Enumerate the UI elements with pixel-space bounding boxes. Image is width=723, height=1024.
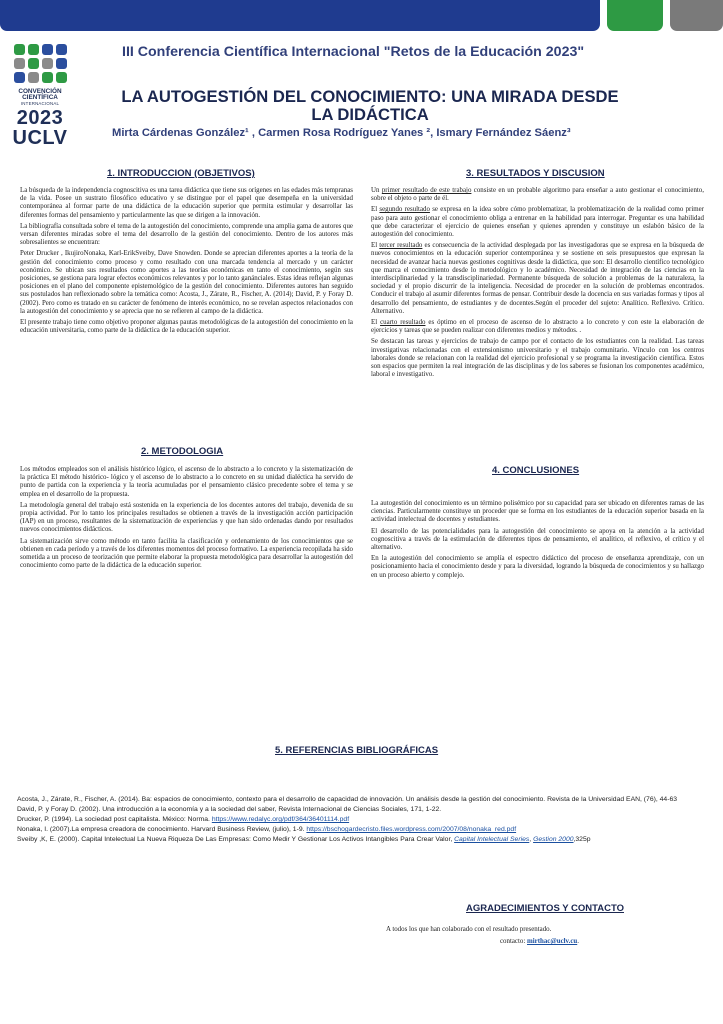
reference-item <box>17 815 707 825</box>
paragraph <box>371 206 704 239</box>
text: Nonaka, I. (2007).La empresa creadora de conocimiento. Harvard Business Review, (julio), 1-9. <box>17 826 307 833</box>
reference-item <box>17 835 707 845</box>
text: ,325p <box>573 836 591 843</box>
text: Sveiby ,K, E. (2000). Capital Intelectual La Nueva Riqueza De Las Empresas: Como Medir Y Gestionar Los Activos Intangibles Para Crear Valor, <box>17 836 455 843</box>
paragraph: La búsqueda de la independencia cognoscitiva es una tarea didáctica que tiene sus orígenes en las edades más tempranas de la vida. Posee un sustrato filosófico educativo y se distingue por el papel que desempeña en la universidad contemporánea al formar parte de una didáctica de la educación superior que permita estimular y desarrollar las diferentes formas del pensamiento y particularmente las que se dirigen a la innovación. <box>20 187 353 219</box>
section-2-heading: 2. METODOLOGIA <box>141 446 224 457</box>
paragraph: Peter Drucker , IkujiroNonaka, Karl-ErikSveiby, Dave Snowden. Donde se aprecian diferentes aportes a la teoría de la gestión del conocimiento como proceso y como resultado con una marcada tendencia al mercado y un carácter económico. Se ubican sus resultados como aportes a las teorías económicas en tanto el conocimiento, según sus posiciones, se gestiona para lograr efectos económicos relevantes y por lo tanto ganánciales. Estas ideas reflejan algunas posiciones en el plano del componente epistemológico de la gestión del conocimiento. Diferentes autores han seguido sus postulados han reflexionado sobre la temática como: Acosta, J., Zárate, R., Fischer, A. (2014); David, P. y Foray D. (2002). Pero como es tratado en su carácter de fenómeno de interés económico, no se revelan aspectos relacionados con la autogestión del conocimiento y se aprecia que no se refieren al campo de la didáctica. <box>20 250 353 315</box>
logo-year: 2023 <box>16 107 64 130</box>
paragraph: La sistematización sirve como método en tanto facilita la clasificación y ordenamiento de los conocimientos que se obtienen en cada período y a través de los diferentes momentos del proceso formativo. La experiencia recopilada ha sido sometida a un proceso de teorización que permite elaborar la propuesta metodológica para desarrollar la autogestión del conocimiento como parte de la didáctica de la educación superior. <box>20 537 353 570</box>
references-list <box>17 795 707 845</box>
contact-label: contacto: <box>500 938 527 945</box>
second-result-label: segundo resultado <box>379 206 430 214</box>
section-2-body <box>20 466 353 573</box>
convention-logo <box>12 44 68 148</box>
paragraph: En la autogestión del conocimiento se amplía el espectro didáctico del proceso de enseñanza aprendizaje, con un posicionamiento hacia el conocimiento desde y para la diversidad, logrando la búsqueda de conocimientos y su hallazgo en un proceso abierto y complejo. <box>371 555 704 579</box>
contact-line <box>500 936 710 947</box>
poster-title <box>105 88 635 124</box>
paragraph: Se destacan las tareas y ejercicios de trabajo de campo por el contacto de los estudiantes con la realidad. Las tareas investigativas relacionadas con el extensionismo universitario y el trabajo comunitario. Vínculo con los centros laborales donde se relacionan con la realidad del ejercicio profesional y se programa la investigación científica. Estos son espacios que permiten la real integración de las disciplinas y de los saberes se fusionan los componentes académico, laboral e investigativo. <box>371 338 704 379</box>
redalyc-link[interactable]: https://www.redalyc.org/pdf/364/36401114.pdf <box>211 816 350 823</box>
paragraph: La bibliografía consultada sobre el tema de la autogestión del conocimiento, comprende una amplia gama de autores que versan diferentes miradas sobre el tema del desarrollo de la gestión del conocimiento. Dentro de los autores más sobresalientes se encuentran: <box>20 222 353 247</box>
authors: Mirta Cárdenas González¹ , Carmen Rosa Rodríguez Yanes ², Ismary Fernández Sáenz³ <box>112 127 571 139</box>
conference-name: III Conferencia Científica Internacional "Retos de la Educación 2023" <box>122 44 585 60</box>
top-color-tabs <box>0 0 723 34</box>
paragraph <box>371 242 704 316</box>
acknowledgements-line: A todos los que han colaborado con el resultado presentado. <box>386 926 552 933</box>
section-5-heading: 5. REFERENCIAS BIBLIOGRÁFICAS <box>275 745 439 756</box>
third-result-label: tercer resultado <box>379 242 423 250</box>
title-line1: LA AUTOGESTIÓN DEL CONOCIMIENTO: UNA MIRADA DESDE <box>121 87 619 106</box>
paragraph: Los métodos empleados son el análisis histórico lógico, el ascenso de lo abstracto a lo concreto y la sistematización de la práctica El método histórico- lógico y el ascenso de lo abstracto a lo concreto en su unidad dialéctica ha servido de punto de partida con la experiencia y la teoría acumuladas por el pensamiento clásico precedente sobre el tema y se emplea en el desarrollo de la propuesta. <box>20 466 353 498</box>
green-tab <box>607 0 663 31</box>
text: El <box>371 319 381 327</box>
text: Un <box>371 187 382 194</box>
paragraph: La metodología general del trabajo está sostenida en la experiencia de los docentes autores del trabajo, devenida de su propia actividad. Por lo tanto los principales resultados se obtienen a través de la investigación acción participación (IAP) en un proceso, resultantes de la sistematización de experiencias y que han sido ordenadas dando por resultados nuevos conocimientos didácticos. <box>20 501 353 534</box>
capital-intelectual-series-link[interactable]: Capital Intelectual Series <box>454 836 530 843</box>
text: es consecuencia de la actividad desplegada por las investigadoras que se expresa en la búsqueda de nuevos conocimientos en la educación superior contemporánea y se sostiene en seis presupuestos que expresan la necesidad de avanzar hacia nuevas gestiones cognitivas desde la didáctica, que son: El desarrollo científico tecnológico que marca el conocimiento desde lo metodológico y lo académico. Necesidad de integración de las ciencias en la interdisciplinariedad y la transdisciplinariedad. Permanente búsqueda de solución a problemas de la naturaleza, la sociedad y el propio discurrir de la inteligencia. Necesidad de proceder en la solución de problemas encontrados. Conducir el trabajo al asumir diferentes formas de pensar. Contribuir desde la docencia en sus variadas formas y tipos al desarrollo del pensamiento, de estudiantes y de docentes.Según el proceder del sujeto: Analítico. Reflexivo. Crítico. Alternativo. <box>371 242 704 315</box>
paragraph: El desarrollo de las potencialidades para la autogestión del conocimiento se apoya en la atención a la actividad cognoscitiva a través de la estimulación de diferentes tipos de pensamiento, el analítico, el reflexivo, el crítico y el alternativo. <box>371 527 704 552</box>
fourth-result-label: cuarto resultado <box>380 319 426 327</box>
logo-line1: CONVENCIÓN <box>18 88 62 95</box>
section-1-body <box>20 187 353 338</box>
reference-item: Acosta, J., Zárate, R., Fischer, A. (2014). Ba: espacios de conocimiento, contexto para el desarrollo de capacidad de innovación. Un análisis desde la gestión del conocimiento. Revista de la Universidad EAN, (76), 44-63 <box>17 796 678 803</box>
text: Drucker, P. (1994). La sociedad post capitalista. México: Norma. <box>17 816 212 823</box>
acknowledgements-heading: AGRADECIMIENTOS Y CONTACTO <box>466 903 624 914</box>
paragraph: El presente trabajo tiene como objetivo proponer algunas pautas metodológicas de la autogestión del conocimiento en la educación universitaria, como parte de la didáctica de la educación superior. <box>20 319 353 335</box>
section-3-heading: 3. RESULTADOS Y DISCUSION <box>466 168 605 179</box>
text: es óptimo en el proceso de ascenso de lo abstracto a lo concreto y con este la elaboración de ejercicios y tareas que se pueden realizar con diferentes medios y métodos. . <box>371 319 704 335</box>
logo-org: UCLV <box>12 127 68 150</box>
text: . <box>577 938 579 945</box>
contact-email-link[interactable]: mirthac@uclv.cu <box>526 938 578 945</box>
logo-squares-icon <box>14 44 68 83</box>
gray-tab <box>670 0 723 31</box>
section-1-heading: 1. INTRODUCCION (OBJETIVOS) <box>107 168 255 179</box>
logo-line3: INTERNACIONAL <box>20 100 60 106</box>
gestion-2000-link[interactable]: Gestion 2000 <box>533 836 574 843</box>
title-line2: LA DIDÁCTICA <box>311 105 429 124</box>
reference-item <box>17 825 707 835</box>
text: El <box>371 242 380 250</box>
logo-line2: CIENTÍFICA <box>22 94 58 102</box>
nonaka-link[interactable]: https://bschogardecristo.files.wordpress.com/2007/08/nonaka_red.pdf <box>306 826 517 833</box>
section-3-body <box>371 187 704 382</box>
paragraph <box>371 187 704 203</box>
paragraph: La autogestión del conocimiento es un término polisémico por su capacidad para ser ubicado en diferentes ramas de las ciencias. Particularmente constituye un proceder que se forma en los estudiantes de la educación superior basada en la actividad intelectual de docentes y estudiantes. <box>371 500 704 524</box>
paragraph <box>371 319 704 335</box>
text: consiste en un probable algoritmo para enseñar a auto gestionar el conocimiento, sobre el objeto o parte de él. <box>371 187 704 203</box>
reference-item: David, P. y Foray D. (2002). Una introducción a la economía y a la sociedad del saber, Revista Internacional de Ciencias Sociales, 171, 1-22. <box>17 806 442 813</box>
first-result-label: primer resultado de este trabajo <box>381 187 472 194</box>
text: El <box>371 206 380 214</box>
text: , <box>529 836 534 843</box>
section-4-heading: 4. CONCLUSIONES <box>492 465 580 476</box>
text: se expresa en la idea sobre cómo problematizar, la problematización de la realidad como primer paso para auto gestionar el conocimiento obliga a entrenar en la habilidad para interrogar. Preguntar es una habilidad que debe caracterizar el ejercicio de quienes enseñan y quienes aprenden y constituye un eslabón básico de la autogestión del conocimiento. <box>371 206 704 239</box>
section-4-body <box>371 500 704 583</box>
blue-tab <box>0 0 600 31</box>
